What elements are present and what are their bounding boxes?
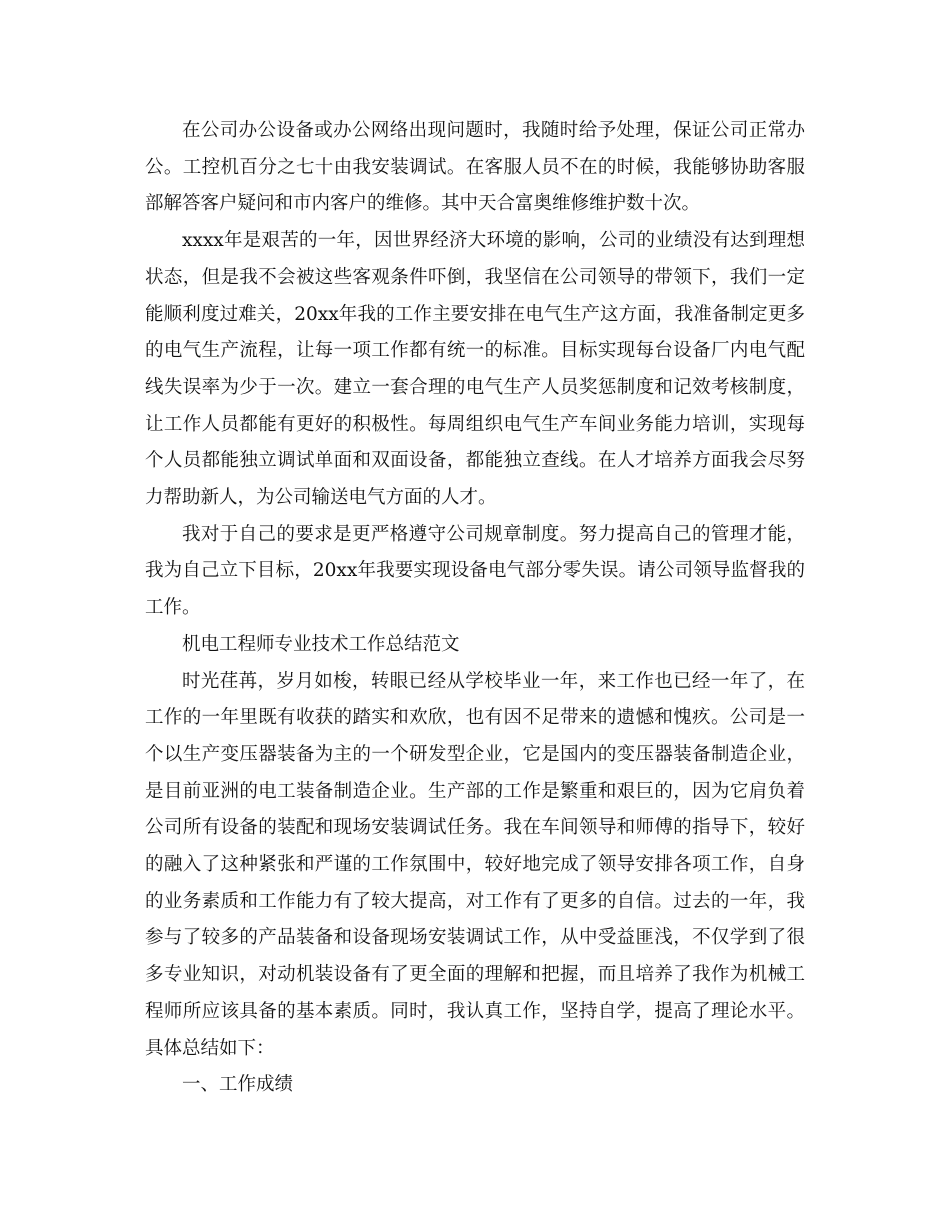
document-title: 机电工程师专业技术工作总结范文 [182,633,460,655]
paragraph-self-requirements: 我对于自己的要求是更严格遵守公司规章制度。努力提高自己的管理才能，我为自己立下目标，20xx年我要实现设备电气部分零失误。请公司领导监督我的工作。 [145,523,805,619]
document-body [145,113,805,1104]
paragraph-office-support: 在公司办公设备或办公网络出现问题时，我随时给予处理，保证公司正常办公。工控机百分之七十由我安装调试。在客服人员不在的时候，我能够协助客服部解答客户疑问和市内客户的维修。其中天合富奥维修维护数十次。 [145,120,805,215]
paragraph-summary-intro: 时光荏苒，岁月如梭，转眼已经从学校毕业一年，来工作也已经一年了，在工作的一年里既有收获的踏实和欢欣，也有因不足带来的遗憾和愧疚。公司是一个以生产变压器装备为主的一个研发型企业，它是国内的变压器装备制造企业，是目前亚洲的电工装备制造企业。生产部的工作是繁重和艰巨的，因为它肩负着公司所有设备的装配和现场安装调试任务。我在车间领导和师傅的指导下，较好的融入了这种紧张和严谨的工作氛围中，较好地完成了领导安排各项工作，自身的业务素质和工作能力有了较大提高，对工作有了更多的自信。过去的一年，我参与了较多的产品装备和设备现场安装调试工作，从中受益匪浅，不仅学到了很多专业知识，对动机装设备有了更全面的理解和把握，而且培养了我作为机械工程师所应该具备的基本素质。同时，我认真工作，坚持自学，提高了理论水平。具体总结如下： [145,670,805,1059]
paragraph-work-plan: xxxx年是艰苦的一年，因世界经济大环境的影响，公司的业绩没有达到理想状态，但是我不会被这些客观条件吓倒，我坚信在公司领导的带领下，我们一定能顺利度过难关，20xx年我的工作主要安排在电气生产这方面，我准备制定更多的电气生产流程，让每一项工作都有统一的标准。目标实现每台设备厂内电气配线失误率为少于一次。建立一套合理的电气生产人员奖惩制度和记效考核制度，让工作人员都能有更好的积极性。每周组织电气生产车间业务能力培训，实现每个人员都能独立调试单面和双面设备，都能独立查线。在人才培养方面我会尽努力帮助新人，为公司输送电气方面的人才。 [145,230,805,509]
section-heading-work-achievements: 一、工作成绩 [182,1074,294,1096]
